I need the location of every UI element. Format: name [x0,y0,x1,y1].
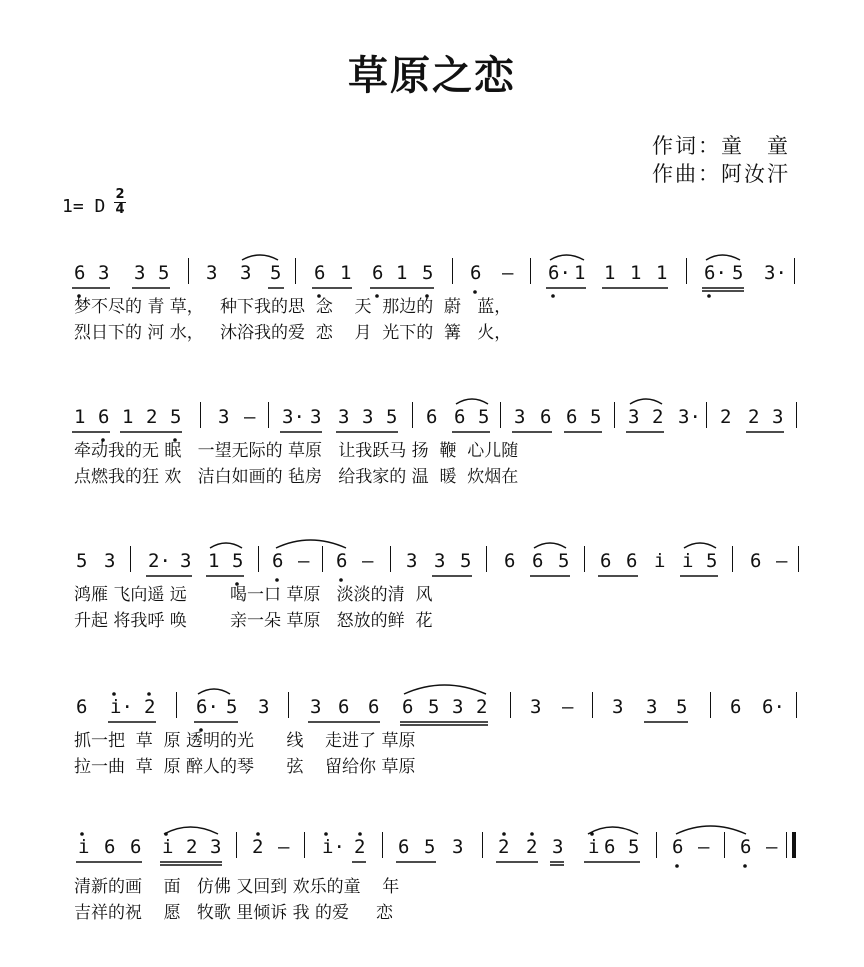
lyric-line-3-verse-1: 鸿雁 飞向遥 远 喝一口 草原 淡淡的清 风 [74,585,433,605]
lyric-line-4-verse-2: 拉一曲 草 原 醉人的琴 弦 留给你 草原 [74,757,416,777]
lyric-line-2-verse-1: 牵动我的无 眠 一望无际的 草原 让我跃马 扬 鞭 心儿随 [74,441,519,461]
lyric-line-1-verse-2: 烈日下的 河 水， 沐浴我的爱 恋 月 光下的 篝 火， [74,323,512,343]
song-title: 草原之恋 [348,52,516,99]
lyric-line-2-verse-2: 点燃我的狂 欢 洁白如画的 毡房 给我家的 温 暖 炊烟在 [74,467,519,487]
lyric-line-1-verse-1: 梦不尽的 青 草， 种下我的思 念 天 那边的 蔚 蓝， [74,297,512,317]
notes-line-5: i 6 6 i 2 3 2 – i· 2 6 5 3 2 2 3 i 6 5 6 – 6 – [0,830,864,870]
lyricist-credit: 作词：童 童 [652,134,790,158]
lyric-line-5-verse-1: 清新的画 面 仿佛 又回到 欢乐的童 年 [74,877,400,897]
lyric-line-4-verse-1: 抓一把 草 原 透明的光 线 走进了 草原 [74,731,416,751]
key-signature: 1= D [62,196,106,217]
time-signature-bottom: 4 [115,202,125,217]
notes-line-4: 6 i· 2 6· 5 3 3 6 6 6 5 3 2 3 – 3 3 5 6 6· [0,690,864,730]
lyric-line-5-verse-2: 吉祥的祝 愿 牧歌 里倾诉 我 的爱 恋 [74,903,394,923]
notes-line-2: 1 6 1 2 5 3 – 3· 3 3 3 5 6 6 5 3 6 6 5 3 2 3· 2 2 3 [0,400,864,440]
time-signature [112,188,128,217]
composer-credit: 作曲：阿汝汗 [652,162,790,186]
lyric-line-3-verse-2: 升起 将我呼 唤 亲一朵 草原 怒放的鲜 花 [74,611,433,631]
notes-line-1: 6 3 3 5 3 3 5 6 1 6 1 5 6 – 6· 1 1 1 1 6· 5 3· [0,256,864,296]
notes-line-3: 5 3 2· 3 1 5 6 – 6 – 3 3 5 6 6 5 6 6 i i 5 6 – [0,544,864,584]
time-signature-top: 2 [115,187,125,202]
